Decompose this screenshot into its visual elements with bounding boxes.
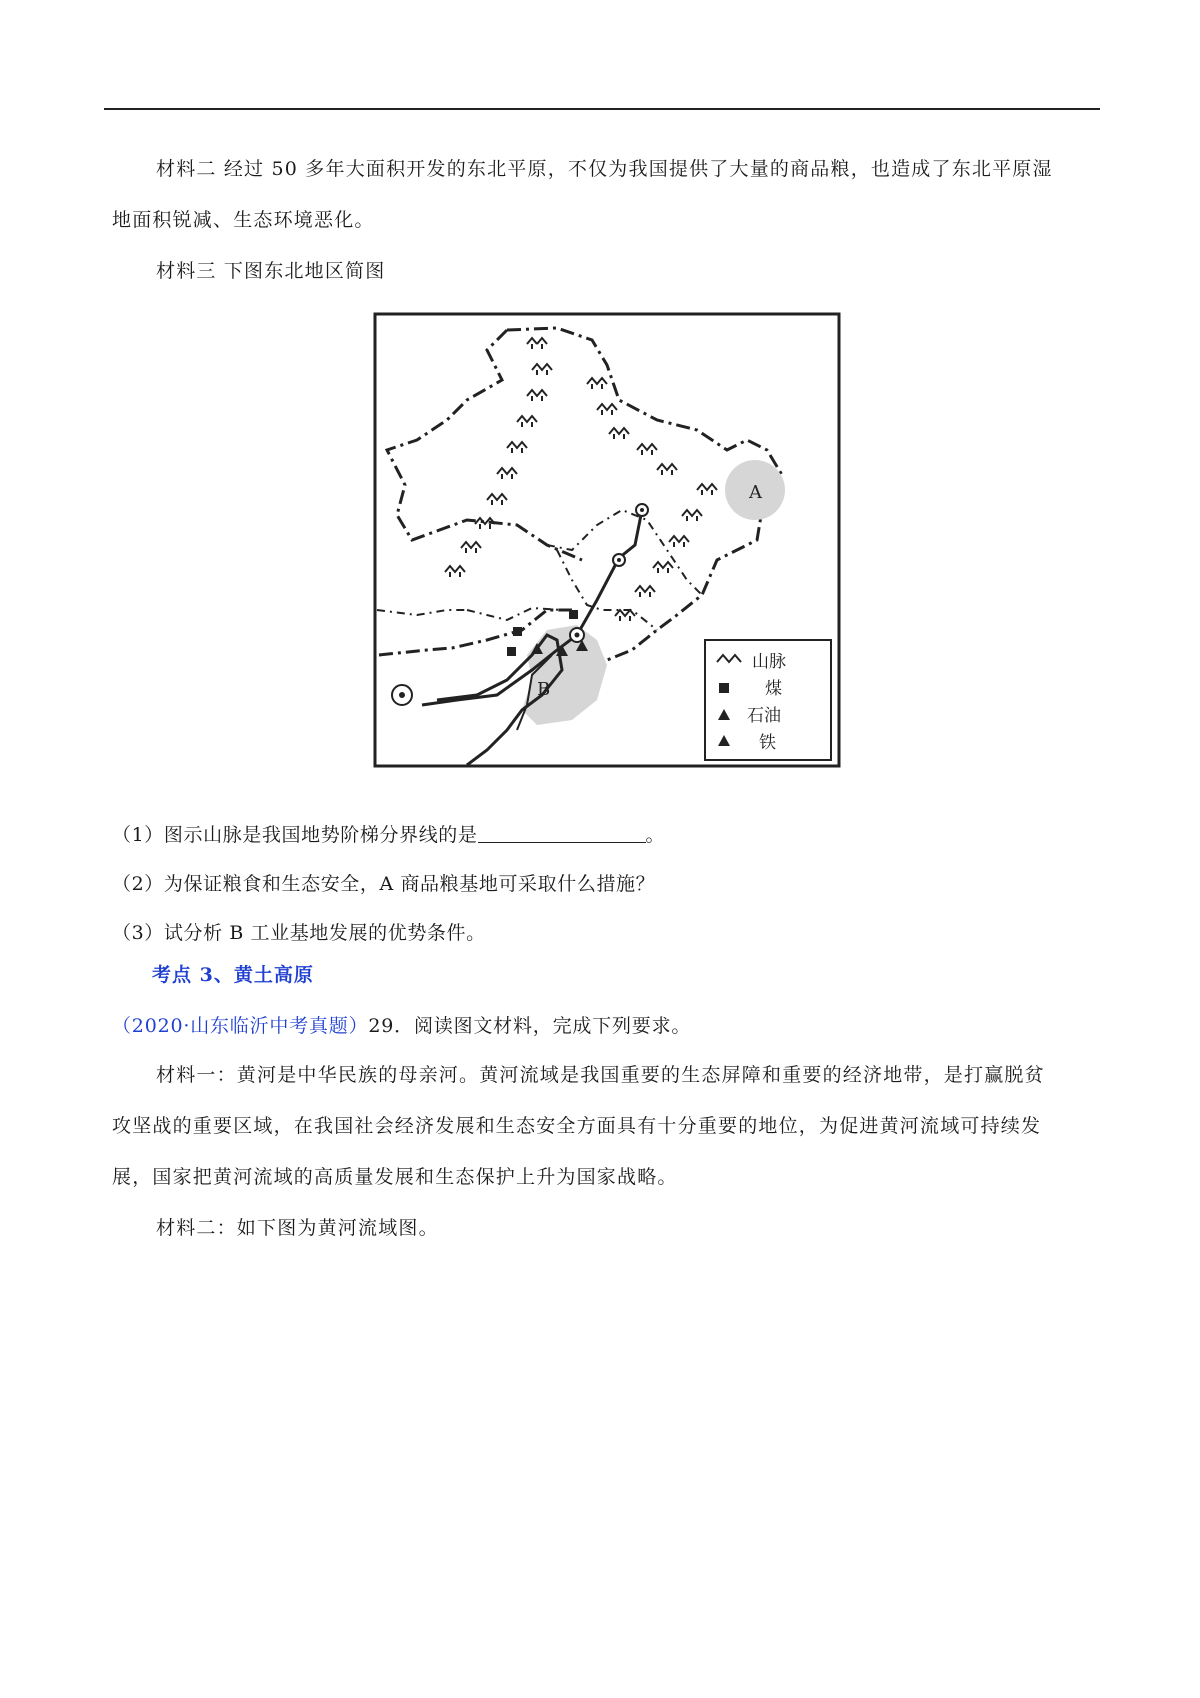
- question-1-text: （1）图示山脉是我国地势阶梯分界线的是: [112, 824, 478, 846]
- northeast-map-figure: [357, 310, 845, 790]
- material-one-line-1: 材料一：黄河是中华民族的母亲河。黄河流域是我国重要的生态屏障和重要的经济地带，是打赢脱贫: [156, 1064, 1045, 1086]
- question-2: [112, 869, 655, 896]
- coal-symbol: [569, 610, 578, 619]
- question-29-material-two: [112, 1203, 1102, 1254]
- header-rule: [104, 108, 1100, 110]
- question-3: [112, 918, 486, 945]
- map-label-a: A: [749, 482, 762, 503]
- legend-coal-symbol: [719, 683, 729, 693]
- coal-symbol: [513, 627, 522, 636]
- material-one-line-3: 展，国家把黄河流域的高质量发展和生态保护上升为国家战略。: [112, 1166, 678, 1188]
- section-heading: 考点 3、黄土高原: [152, 964, 314, 986]
- question-29-header: [112, 1011, 691, 1038]
- legend-label-mountain: 山脉: [752, 652, 786, 672]
- material-two-caption: 材料二：如下图为黄河流域图。: [156, 1217, 439, 1239]
- legend-label-oil: 石油: [747, 706, 781, 726]
- material-two-line-1: 材料二 经过 50 多年大面积开发的东北平原，不仅为我国提供了大量的商品粮，也造成了东北平原湿: [156, 158, 1053, 180]
- material-two-line-2: 地面积锐减、生态环境恶化。: [112, 209, 375, 231]
- question-1: [112, 820, 665, 847]
- legend-label-iron: 铁: [759, 733, 776, 753]
- question-29-material-one: [112, 1050, 1102, 1203]
- question-29-text: 29．阅读图文材料，完成下列要求。: [368, 1015, 692, 1037]
- legend-label-coal: 煤: [765, 679, 782, 699]
- material-two: [112, 144, 1102, 246]
- material-one-line-2: 攻坚战的重要区域，在我国社会经济发展和生态安全方面具有十分重要的地位，为促进黄河流域可持续发: [112, 1115, 1042, 1137]
- question-source: （2020·山东临沂中考真题）: [112, 1015, 369, 1037]
- material-three: [112, 246, 1102, 297]
- question-2-text: （2）为保证粮食和生态安全，A 商品粮基地可采取什么措施？: [112, 873, 656, 895]
- question-3-text: （3）试分析 B 工业基地发展的优势条件。: [112, 922, 486, 944]
- question-1-end: 。: [645, 824, 666, 846]
- coal-symbol: [507, 647, 516, 656]
- map-label-b: B: [537, 679, 551, 700]
- material-three-caption: 材料三 下图东北地区简图: [156, 260, 386, 282]
- answer-blank[interactable]: [478, 824, 646, 843]
